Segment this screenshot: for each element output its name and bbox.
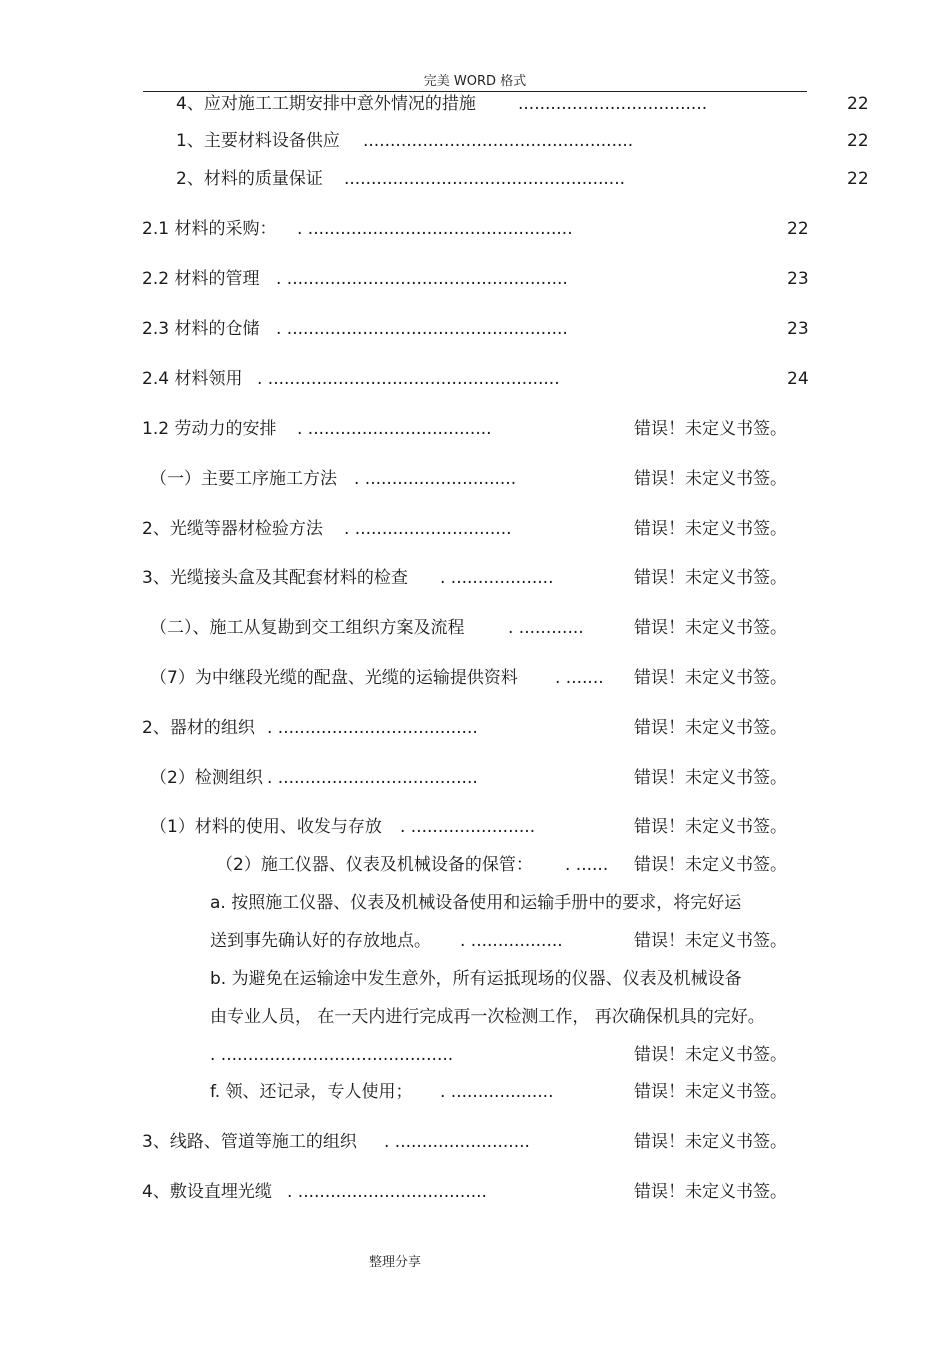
toc-entry-page[interactable]: 24	[787, 369, 809, 389]
toc-entry-text[interactable]: 2、器材的组织	[142, 718, 255, 738]
toc-entry-page[interactable]: 错误！未定义书签。	[634, 1132, 787, 1152]
toc-entry-leader: . ....................................................	[276, 269, 568, 289]
toc-entry-leader: . ...................	[440, 1082, 554, 1102]
toc-entry-page[interactable]: 错误！未定义书签。	[634, 718, 787, 738]
header-rule	[143, 91, 807, 92]
toc-entry-leader: . ..................................	[297, 419, 492, 439]
toc-entry-text[interactable]: 3、线路、管道等施工的组织	[142, 1132, 357, 1152]
toc-entry-leader: . .....................................	[267, 718, 478, 738]
toc-entry-text[interactable]: f. 领、还记录，专人使用；	[210, 1082, 413, 1102]
toc-entry-text[interactable]: 送到事先确认好的存放地点。	[210, 931, 431, 951]
toc-entry-page[interactable]: 错误！未定义书签。	[634, 1182, 787, 1202]
toc-entry-text[interactable]: 3、光缆接头盒及其配套材料的检查	[142, 568, 408, 588]
toc-entry-text[interactable]: （2）检测组织	[150, 768, 263, 788]
toc-entry-page[interactable]: 22	[847, 169, 869, 189]
toc-entry-text[interactable]: （一）主要工序施工方法	[150, 469, 337, 489]
toc-entry-page[interactable]: 错误！未定义书签。	[634, 1045, 787, 1065]
toc-entry-page[interactable]: 22	[847, 131, 869, 151]
toc-entry-page[interactable]: 错误！未定义书签。	[634, 1082, 787, 1102]
toc-entry-page[interactable]: 错误！未定义书签。	[634, 419, 787, 439]
toc-entry-leader: . .....................................	[267, 768, 478, 788]
toc-entry-page[interactable]: 错误！未定义书签。	[634, 568, 787, 588]
toc-entry-leader: . ......................................................	[257, 369, 560, 389]
toc-entry-text[interactable]: 由专业人员， 在一天内进行完成再一次检测工作， 再次确保机具的完好。	[210, 1007, 765, 1027]
toc-entry-leader: . .........................	[384, 1132, 530, 1152]
toc-entry-text[interactable]: （1）材料的使用、收发与存放	[150, 817, 382, 837]
toc-entry-leader: . ............	[508, 618, 584, 638]
toc-entry-leader: ...................................	[518, 94, 708, 114]
toc-entry-text[interactable]: 2.1 材料的采购：	[142, 219, 277, 239]
page-header: 完美 WORD 格式	[423, 74, 527, 89]
toc-entry-leader: . .................................................	[297, 219, 573, 239]
toc-entry-text[interactable]: 4、应对施工工期安排中意外情况的措施	[176, 94, 476, 114]
toc-entry-text[interactable]: a. 按照施工仪器、仪表及机械设备使用和运输手册中的要求，将完好运	[210, 893, 742, 913]
toc-entry-text[interactable]: 2、光缆等器材检验方法	[142, 519, 323, 539]
toc-entry-page[interactable]: 错误！未定义书签。	[634, 768, 787, 788]
toc-entry-page[interactable]: 22	[847, 94, 869, 114]
toc-entry-page[interactable]: 23	[787, 269, 809, 289]
toc-entry-leader: . ...................................	[287, 1182, 487, 1202]
toc-entry-page[interactable]: 错误！未定义书签。	[634, 855, 787, 875]
toc-entry-page[interactable]: 23	[787, 319, 809, 339]
toc-entry-page[interactable]: 错误！未定义书签。	[634, 519, 787, 539]
toc-entry-leader: ....................................................	[344, 169, 625, 189]
toc-entry-text[interactable]: 4、敷设直埋光缆	[142, 1182, 272, 1202]
toc-entry-text[interactable]: 1、主要材料设备供应	[176, 131, 340, 151]
toc-entry-text[interactable]: 1.2 劳动力的安排	[142, 419, 277, 439]
toc-entry-text[interactable]: 2.2 材料的管理	[142, 269, 260, 289]
toc-entry-page[interactable]: 错误！未定义书签。	[634, 817, 787, 837]
toc-entry-leader: . ...........................................	[210, 1045, 454, 1065]
page-footer: 整理分享	[368, 1255, 421, 1270]
toc-entry-text[interactable]: 2.3 材料的仓储	[142, 319, 260, 339]
toc-entry-leader: ..................................................	[363, 131, 634, 151]
toc-entry-leader: . ......	[565, 855, 609, 875]
toc-entry-text[interactable]: b. 为避免在运输途中发生意外，所有运抵现场的仪器、仪表及机械设备	[210, 969, 742, 989]
toc-entry-text[interactable]: 2.4 材料领用	[142, 369, 243, 389]
toc-entry-leader: . .................	[460, 931, 563, 951]
toc-entry-leader: . ....................................................	[276, 319, 568, 339]
toc-entry-leader: . .............................	[344, 519, 512, 539]
toc-entry-text[interactable]: （二）、施工从复勘到交工组织方案及流程	[150, 618, 465, 638]
toc-entry-page[interactable]: 错误！未定义书签。	[634, 469, 787, 489]
toc-entry-leader: . .......	[555, 668, 604, 688]
toc-entry-leader: . .......................	[400, 817, 536, 837]
toc-entry-leader: . ...................	[440, 568, 554, 588]
toc-entry-page[interactable]: 错误！未定义书签。	[634, 668, 787, 688]
toc-entry-text[interactable]: 2、材料的质量保证	[176, 169, 323, 189]
toc-entry-page[interactable]: 22	[787, 219, 809, 239]
toc-entry-text[interactable]: （2）施工仪器、仪表及机械设备的保管：	[216, 855, 533, 875]
toc-entry-leader: . ............................	[354, 469, 517, 489]
toc-entry-text[interactable]: （7）为中继段光缆的配盘、光缆的运输提供资料	[150, 668, 518, 688]
toc-entry-page[interactable]: 错误！未定义书签。	[634, 931, 787, 951]
toc-entry-page[interactable]: 错误！未定义书签。	[634, 618, 787, 638]
